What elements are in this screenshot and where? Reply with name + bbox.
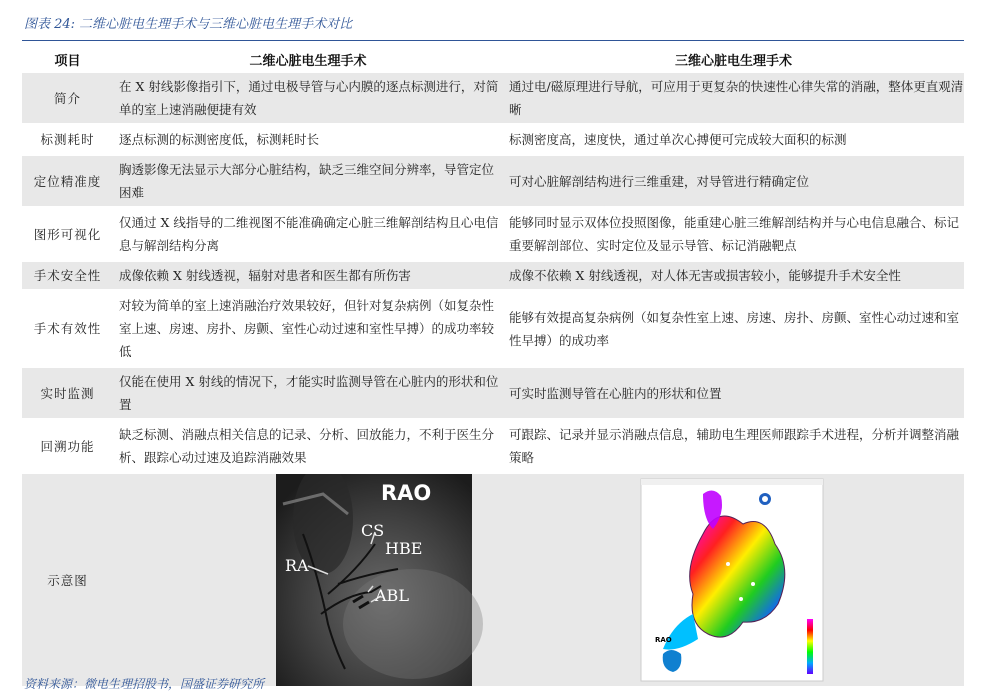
xray-abl-label: ABL — [375, 586, 409, 605]
header-3d: 三维心脏电生理手术 — [503, 46, 964, 73]
title-rule — [22, 40, 964, 41]
table-row — [22, 368, 964, 421]
cell-2d: 胸透影像无法显示大部分心脏结构，缺乏三维空间分辨率，导管定位困难 — [113, 156, 503, 209]
electroanatomic-map-image — [503, 474, 964, 686]
cell-2d: 对较为简单的室上速消融治疗效果较好，但针对复杂病例（如复杂性室上速、房速、房扑、房颤、室性心动过速和室性早搏）的成功率较低 — [113, 292, 503, 368]
xray-image — [113, 474, 503, 686]
diagram-row — [22, 474, 964, 686]
row-label: 图形可视化 — [22, 209, 113, 262]
map-view-label: RAO — [655, 636, 672, 644]
map-cell — [503, 474, 964, 686]
comparison-table — [22, 46, 964, 686]
xray-ra-label: RA — [285, 556, 309, 575]
row-label: 手术有效性 — [22, 292, 113, 368]
header-item: 项目 — [22, 46, 113, 73]
xray-view-label: RAO — [381, 481, 432, 505]
cell-3d: 可对心脏解剖结构进行三维重建，对导管进行精确定位 — [503, 156, 964, 209]
row-label: 实时监测 — [22, 368, 113, 421]
cell-3d: 能够有效提高复杂病例（如复杂性室上速、房速、房扑、房颤、室性心动过速和室性早搏）的成功率 — [503, 292, 964, 368]
row-label: 示意图 — [22, 474, 113, 686]
cell-3d: 能够同时显示双体位投照图像，能重建心脏三维解剖结构并与心电信息融合、标记重要解剖部位、实时定位及显示导管、标记消融靶点 — [503, 209, 964, 262]
cell-3d: 标测密度高，速度快，通过单次心搏便可完成较大面积的标测 — [503, 126, 964, 156]
row-label: 标测耗时 — [22, 126, 113, 156]
table-row — [22, 156, 964, 209]
xray-cell — [113, 474, 503, 686]
figure-title: 图表 24: 二维心脏电生理手术与三维心脏电生理手术对比 — [24, 17, 353, 32]
table-row — [22, 421, 964, 474]
row-label: 回溯功能 — [22, 421, 113, 474]
cell-2d: 逐点标测的标测密度低，标测耗时长 — [113, 126, 503, 156]
cell-2d: 在 X 射线影像指引下，通过电极导管与心内膜的逐点标测进行，对简单的室上速消融便捷有效 — [113, 73, 503, 126]
table-row — [22, 73, 964, 126]
source-note: 资料来源：微电生理招股书，国盛证券研究所 — [24, 677, 265, 691]
row-label: 简介 — [22, 73, 113, 126]
xray-hbe-label: HBE — [385, 539, 423, 558]
table-row — [22, 292, 964, 368]
row-label: 定位精准度 — [22, 156, 113, 209]
cell-2d: 缺乏标测、消融点相关信息的记录、分析、回放能力，不利于医生分析、跟踪心动过速及追踪消融效果 — [113, 421, 503, 474]
cell-2d: 仅能在使用 X 射线的情况下，才能实时监测导管在心脏内的形状和位置 — [113, 368, 503, 421]
cell-3d: 通过电/磁原理进行导航，可应用于更复杂的快速性心律失常的消融，整体更直观清晰 — [503, 73, 964, 126]
xray-cs-label: CS — [361, 521, 385, 540]
header-2d: 二维心脏电生理手术 — [113, 46, 503, 73]
cell-3d: 成像不依赖 X 射线透视，对人体无害或损害较小，能够提升手术安全性 — [503, 262, 964, 292]
cell-3d: 可实时监测导管在心脏内的形状和位置 — [503, 368, 964, 421]
cell-3d: 可跟踪、记录并显示消融点信息，辅助电生理医师跟踪手术进程，分析并调整消融策略 — [503, 421, 964, 474]
cell-2d: 成像依赖 X 射线透视，辐射对患者和医生都有所伤害 — [113, 262, 503, 292]
row-label: 手术安全性 — [22, 262, 113, 292]
table-row — [22, 262, 964, 292]
table-row — [22, 126, 964, 156]
table-row — [22, 209, 964, 262]
cell-2d: 仅通过 X 线指导的二维视图不能准确确定心脏三维解剖结构且心电信息与解剖结构分离 — [113, 209, 503, 262]
